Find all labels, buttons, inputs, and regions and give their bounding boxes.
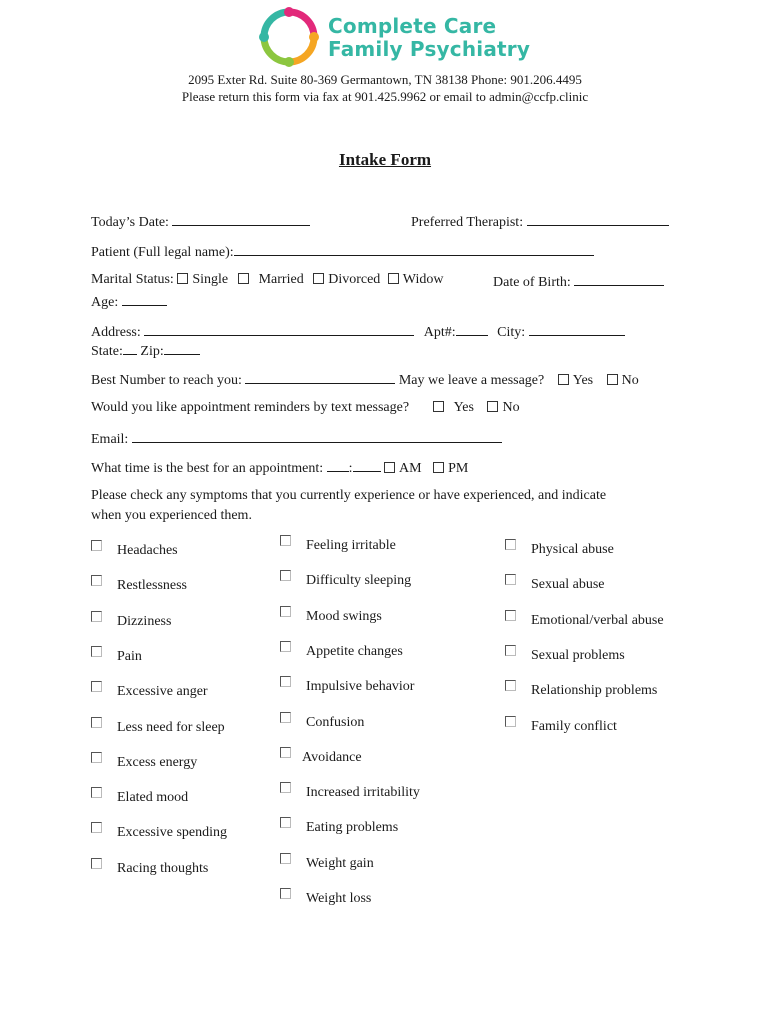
practice-address: 2095 Exter Rd. Suite 80-369 Germantown, TN 38138 Phone: 901.206.4495 (188, 72, 582, 87)
symptom-checkbox-impulsive-behavior[interactable] (280, 676, 291, 687)
symptom-checkbox-headaches[interactable] (91, 540, 102, 551)
symptom-label-emotional-verbal-abuse: Emotional/verbal abuse (531, 613, 664, 628)
symptom-label-elated-mood: Elated mood (117, 790, 189, 805)
best-number-label: Best Number to reach you: (91, 373, 242, 388)
symptom-label-appetite-changes: Appetite changes (306, 644, 403, 659)
email-row (91, 429, 502, 448)
dob-field[interactable] (574, 272, 664, 286)
divorced-label: Divorced (328, 272, 381, 287)
state-zip-row (91, 341, 200, 360)
marital-status-row (91, 272, 443, 288)
leave-message-no-checkbox[interactable] (607, 374, 618, 385)
symptom-label-headaches: Headaches (117, 543, 178, 558)
apt-field[interactable] (456, 322, 488, 336)
best-number-row (91, 370, 639, 389)
reminders-yes-checkbox[interactable] (433, 401, 444, 412)
symptom-checkbox-sexual-abuse[interactable] (505, 574, 516, 585)
symptom-label-excessive-spending: Excessive spending (117, 825, 228, 840)
age-row (91, 292, 167, 311)
symptom-label-excess-energy: Excess energy (117, 755, 198, 770)
leave-message-no-label: No (621, 373, 639, 388)
best-number-field[interactable] (245, 370, 395, 384)
symptom-checkbox-weight-loss[interactable] (280, 888, 291, 899)
symptom-label-confusion: Confusion (306, 715, 365, 730)
symptom-label-relationship-problems: Relationship problems (531, 683, 658, 698)
zip-field[interactable] (164, 341, 200, 355)
symptom-label-increased-irritability: Increased irritability (306, 785, 420, 800)
todays-date-row (91, 212, 310, 231)
symptom-checkbox-excessive-spending[interactable] (91, 822, 102, 833)
best-time-label: What time is the best for an appointment: (91, 461, 324, 476)
symptom-label-mood-swings: Mood swings (306, 609, 382, 624)
leave-message-label: May we leave a message? (398, 373, 545, 388)
preferred-therapist-field[interactable] (527, 212, 669, 226)
symptom-checkbox-relationship-problems[interactable] (505, 680, 516, 691)
pm-checkbox[interactable] (433, 462, 444, 473)
patient-name-label: Patient (Full legal name): (91, 245, 234, 260)
symptom-checkbox-racing-thoughts[interactable] (91, 858, 102, 869)
symptom-label-pain: Pain (117, 649, 142, 664)
symptom-checkbox-sexual-problems[interactable] (505, 645, 516, 656)
dob-label: Date of Birth: (493, 275, 571, 290)
reminders-label: Would you like appointment reminders by text message? (91, 400, 410, 415)
symptom-label-weight-loss: Weight loss (306, 891, 372, 906)
patient-name-field[interactable] (234, 242, 594, 256)
pm-label: PM (448, 461, 469, 476)
symptom-label-family-conflict: Family conflict (531, 719, 617, 734)
symptom-checkbox-increased-irritability[interactable] (280, 782, 291, 793)
symptom-checkbox-appetite-changes[interactable] (280, 641, 291, 652)
age-field[interactable] (122, 292, 167, 306)
symptom-checkbox-less-need-for-sleep[interactable] (91, 717, 102, 728)
symptom-label-weight-gain: Weight gain (306, 856, 374, 871)
todays-date-label: Today’s Date: (91, 215, 169, 230)
city-field[interactable] (529, 322, 625, 336)
page-title: Intake Form (338, 150, 432, 169)
widow-checkbox[interactable] (388, 273, 399, 284)
symptom-checkbox-family-conflict[interactable] (505, 716, 516, 727)
ccfp-logo-icon (258, 6, 320, 68)
symptom-checkbox-eating-problems[interactable] (280, 817, 291, 828)
symptom-label-difficulty-sleeping: Difficulty sleeping (306, 573, 412, 588)
zip-label: Zip: (140, 344, 164, 359)
symptom-label-avoidance: Avoidance (302, 750, 362, 765)
reminders-no-label: No (502, 400, 520, 415)
marital-status-label: Marital Status: (91, 272, 174, 287)
symptom-label-impulsive-behavior: Impulsive behavior (306, 679, 415, 694)
symptom-label-excessive-anger: Excessive anger (117, 684, 208, 699)
symptom-label-dizziness: Dizziness (117, 614, 172, 629)
state-label: State: (91, 344, 123, 359)
therapist-row (411, 212, 669, 231)
preferred-therapist-label: Preferred Therapist: (411, 215, 524, 230)
symptoms-intro-line2: when you experienced them. (91, 508, 252, 523)
best-time-row (91, 458, 468, 477)
symptom-label-sexual-problems: Sexual problems (531, 648, 625, 663)
best-time-colon: : (348, 461, 353, 476)
symptom-checkbox-physical-abuse[interactable] (505, 539, 516, 550)
widow-label: Widow (402, 272, 444, 287)
symptom-checkbox-excess-energy[interactable] (91, 752, 102, 763)
symptom-checkbox-mood-swings[interactable] (280, 606, 291, 617)
reminders-row (91, 400, 520, 416)
symptoms-intro-line1: Please check any symptoms that you currently experience or have experienced, and indicate (91, 488, 607, 503)
symptom-checkbox-feeling-irritable[interactable] (280, 535, 291, 546)
am-label: AM (399, 461, 422, 476)
brand-name-line1: Complete Care (328, 14, 497, 38)
dob-row (493, 272, 664, 291)
married-checkbox[interactable] (238, 273, 249, 284)
symptom-checkbox-pain[interactable] (91, 646, 102, 657)
brand-name-line2: Family Psychiatry (328, 37, 531, 61)
todays-date-field[interactable] (172, 212, 310, 226)
return-instructions: Please return this form via fax at 901.425.9962 or email to admin@ccfp.clinic (181, 89, 589, 104)
symptom-checkbox-difficulty-sleeping[interactable] (280, 570, 291, 581)
married-label: Married (258, 272, 304, 287)
divorced-checkbox[interactable] (313, 273, 324, 284)
age-label: Age: (91, 295, 119, 310)
symptom-checkbox-elated-mood[interactable] (91, 787, 102, 798)
symptom-label-less-need-for-sleep: Less need for sleep (117, 720, 225, 735)
symptom-label-physical-abuse: Physical abuse (531, 542, 614, 557)
am-checkbox[interactable] (384, 462, 395, 473)
symptom-label-racing-thoughts: Racing thoughts (117, 861, 209, 876)
reminders-yes-label: Yes (453, 400, 474, 415)
symptom-checkbox-emotional-verbal-abuse[interactable] (505, 610, 516, 621)
email-field[interactable] (132, 429, 502, 443)
leave-message-yes-label: Yes (572, 373, 594, 388)
address-field[interactable] (144, 322, 414, 336)
leave-message-yes-checkbox[interactable] (558, 374, 569, 385)
best-time-hour-field[interactable] (327, 458, 349, 472)
symptom-label-sexual-abuse: Sexual abuse (531, 577, 605, 592)
address-row (91, 322, 625, 341)
city-label: City: (497, 325, 526, 340)
state-field[interactable] (123, 341, 137, 355)
single-label: Single (192, 272, 229, 287)
address-label: Address: (91, 325, 141, 340)
symptom-checkbox-excessive-anger[interactable] (91, 681, 102, 692)
reminders-no-checkbox[interactable] (487, 401, 498, 412)
patient-name-row (91, 242, 594, 261)
symptom-checkbox-weight-gain[interactable] (280, 853, 291, 864)
symptom-label-feeling-irritable: Feeling irritable (306, 538, 396, 553)
apt-label: Apt#: (423, 325, 456, 340)
symptom-checkbox-avoidance[interactable] (280, 747, 291, 758)
symptom-label-restlessness: Restlessness (117, 578, 187, 593)
symptom-checkbox-dizziness[interactable] (91, 611, 102, 622)
symptom-checkbox-confusion[interactable] (280, 712, 291, 723)
email-label: Email: (91, 432, 129, 447)
best-time-minute-field[interactable] (353, 458, 381, 472)
symptom-label-eating-problems: Eating problems (306, 820, 399, 835)
symptom-checkbox-restlessness[interactable] (91, 575, 102, 586)
single-checkbox[interactable] (177, 273, 188, 284)
